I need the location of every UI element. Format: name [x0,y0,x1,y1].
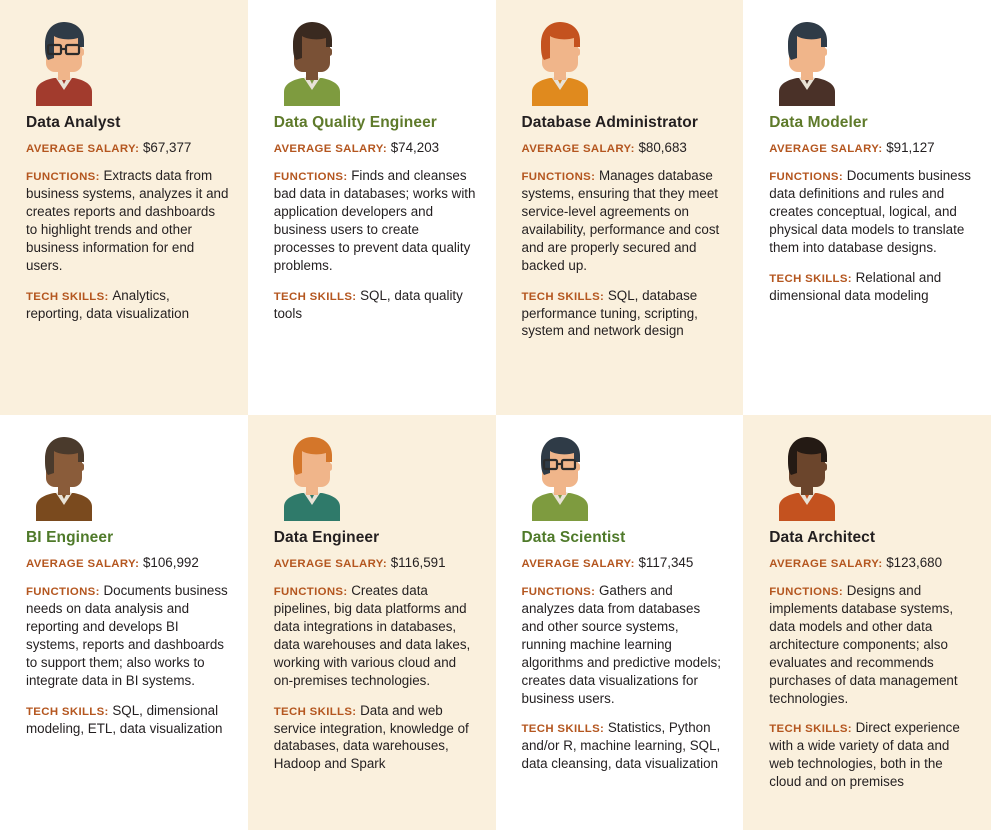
tech-skills-value: SQL, data quality tools [273,287,463,321]
tech-skills [522,719,726,773]
average-salary-value: $123,680 [886,555,943,571]
average-salary [26,554,230,572]
functions [769,167,973,256]
average-salary-label: AVERAGE SALARY: [273,143,388,156]
functions [769,582,973,707]
person-avatar-icon [276,429,348,521]
functions-value: Creates data pipelines, big data platforms and data integrations in databases, data warehouses and data lakes, working with various cloud and on-premises technologies. [273,583,471,688]
functions-value: Designs and implements database systems, data models and other data architecture components; also evaluates and recommends purchases of data management technologies. [769,583,958,706]
tech-skills [26,287,230,323]
functions-label: FUNCTIONS: [26,171,100,184]
average-salary-label: AVERAGE SALARY: [26,143,140,156]
average-salary-label: AVERAGE SALARY: [521,558,635,571]
average-salary-value: $106,992 [142,555,199,571]
tech-skills-value: Relational and dimensional data modeling [769,269,942,303]
tech-skills-label: TECH SKILLS: [26,705,109,718]
functions-label: FUNCTIONS: [769,586,843,599]
functions-value: Gathers and analyzes data from databases and other source systems, running machine learning algorithms and predictive models; creates data visualizations for business users. [521,583,721,706]
average-salary-label: AVERAGE SALARY: [769,143,883,156]
functions-label: FUNCTIONS: [521,586,596,599]
role-card [496,415,744,830]
tech-skills-value: Statistics, Python and/or R, machine learning, SQL, data cleansing, data visualization [521,720,721,772]
average-salary [274,554,478,572]
tech-skills [769,269,973,305]
person-avatar-icon [28,429,100,521]
tech-skills-label: TECH SKILLS: [769,723,852,736]
average-salary [522,554,726,572]
average-salary-value: $116,591 [390,555,446,571]
average-salary-value: $80,683 [638,140,687,156]
role-card [743,415,991,830]
role-card [248,0,496,415]
tech-skills [522,287,726,341]
role-title: Data Scientist [521,529,626,546]
average-salary-value: $67,377 [142,140,192,156]
functions-label: FUNCTIONS: [273,171,348,184]
functions [26,167,230,274]
tech-skills-value: SQL, database performance tuning, scripting, system and network design [521,287,698,339]
role-card [248,415,496,830]
average-salary-value: $117,345 [638,555,694,571]
role-card [743,0,991,415]
tech-skills-label: TECH SKILLS: [273,705,357,718]
tech-skills-value: Direct experience with a wide variety of data and web technologies, both in the cloud and on premises [769,720,960,790]
person-avatar-icon [28,14,100,106]
functions-label: FUNCTIONS: [26,586,100,599]
functions-value: Finds and cleanses bad data in databases; works with application developers and business users to create processes to prevent data quality problems. [273,168,476,273]
tech-skills-value: Data and web service integration, knowledge of databases, data warehouses, Hadoop and Spark [273,702,469,772]
tech-skills-label: TECH SKILLS: [273,290,357,303]
person-avatar-icon [276,14,348,106]
role-card [0,415,248,830]
functions-label: FUNCTIONS: [273,586,348,599]
average-salary [769,139,973,157]
role-title: Database Administrator [521,114,698,131]
average-salary-value: $74,203 [390,140,440,156]
role-title: Data Architect [769,529,876,546]
person-avatar-icon [771,429,843,521]
functions-value: Manages database systems, ensuring that they meet service-level agreements on availability, performance and cost and are properly secured and backed up. [521,168,720,273]
tech-skills-label: TECH SKILLS: [521,290,605,303]
average-salary-label: AVERAGE SALARY: [26,558,140,571]
tech-skills-label: TECH SKILLS: [521,723,605,736]
functions-value: Extracts data from business systems, analyzes it and creates reports and dashboards to highlight trends and other business information for end users. [26,168,229,273]
functions [274,167,478,274]
functions [274,582,478,689]
person-avatar-icon [524,14,596,106]
tech-skills [769,719,973,791]
tech-skills [274,287,478,323]
role-title: Data Engineer [273,529,380,546]
tech-skills-label: TECH SKILLS: [769,272,852,285]
tech-skills-label: TECH SKILLS: [26,290,109,303]
average-salary [26,139,230,157]
functions-value: Documents business needs on data analysis and reporting and develops BI systems, reports and dashboards to support them; also works to integrate data in BI systems. [26,583,228,688]
tech-skills-value: SQL, dimensional modeling, ETL, data visualization [26,702,223,736]
role-card [0,0,248,415]
average-salary [274,139,478,157]
role-title: Data Analyst [26,114,121,131]
functions-label: FUNCTIONS: [769,171,843,184]
average-salary [769,554,973,572]
role-title: Data Quality Engineer [273,114,437,131]
functions [522,167,726,274]
average-salary [522,139,726,157]
role-card [496,0,744,415]
person-avatar-icon [524,429,596,521]
tech-skills [26,702,230,738]
average-salary-value: $91,127 [886,140,935,156]
functions [26,582,230,689]
tech-skills [274,702,478,774]
average-salary-label: AVERAGE SALARY: [273,558,388,571]
average-salary-label: AVERAGE SALARY: [521,143,635,156]
average-salary-label: AVERAGE SALARY: [769,558,883,571]
functions [522,582,726,707]
functions-value: Documents business data definitions and rules and creates conceptual, logical, and physical data models to translate them into database designs. [769,168,971,255]
role-title: BI Engineer [26,529,114,546]
person-avatar-icon [771,14,843,106]
role-title: Data Modeler [769,114,868,131]
functions-label: FUNCTIONS: [521,171,596,184]
tech-skills-value: Analytics, reporting, data visualization [26,287,190,321]
